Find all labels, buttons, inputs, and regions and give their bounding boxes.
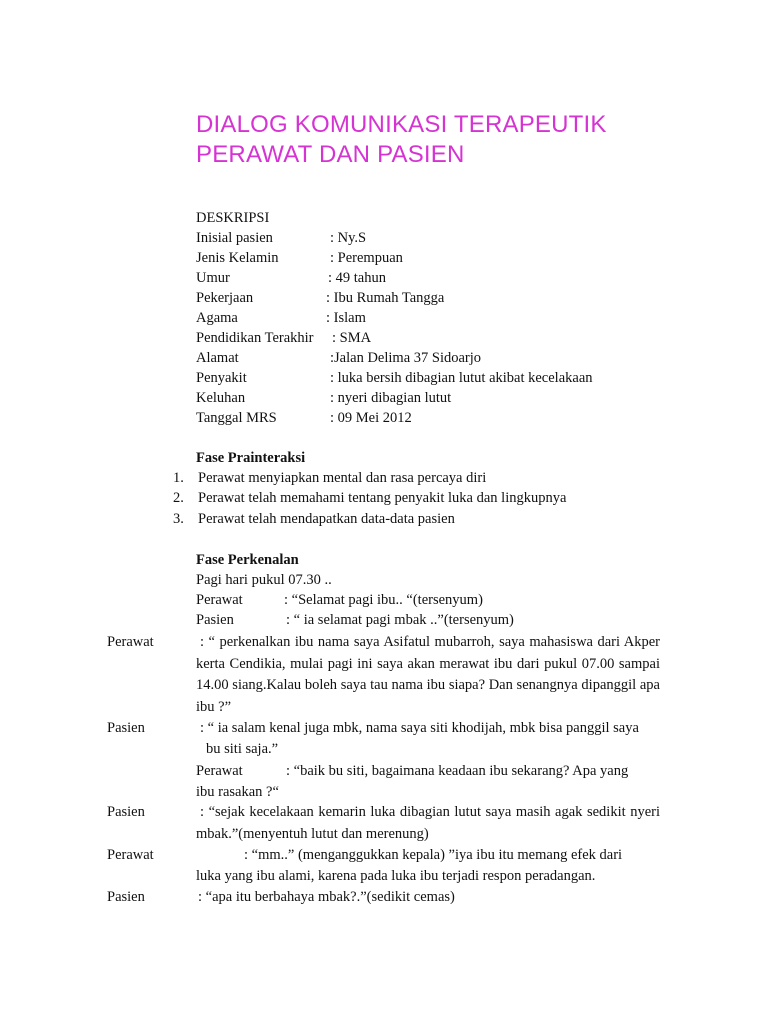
list-number: 3. (173, 511, 184, 527)
row-value: : SMA (332, 330, 372, 346)
row-value: : Ibu Rumah Tangga (326, 290, 445, 306)
dialog-text: : “sejak kecelakaan kemarin luka dibagian lutut saya masih agak sedikit nyeri mbak.”(menyentuh lutut dan merenung) (196, 804, 660, 842)
dialog-text: ibu rasakan ?“ (196, 784, 279, 800)
row-value: : Perempuan (330, 250, 403, 266)
dialog-text: : “Selamat pagi ibu.. “(tersenyum) (284, 592, 483, 608)
document-title (196, 110, 607, 170)
dialog-text: : “ perkenalkan ibu nama saya Asifatul mubarroh, saya mahasiswa dari Akper kerta Cendikia, mulai pagi ini saya akan merawat ibu dari pukul 07.00 sampai 14.00 siang.Kalau boleh saya tau nama ibu siapa? Dan senangnya dipanggil apa ibu ?” (196, 634, 660, 715)
dialog-text: : “apa itu berbahaya mbak?.”(sedikit cemas) (198, 889, 455, 905)
row-label: Umur (196, 270, 230, 286)
dialog-text: bu siti saja.” (206, 741, 279, 757)
row-label: Tanggal MRS (196, 410, 277, 426)
dialog-text: : “ ia selamat pagi mbak ..”(tersenyum) (286, 612, 514, 628)
row-value: :Jalan Delima 37 Sidoarjo (330, 350, 482, 366)
list-number: 2. (173, 490, 184, 506)
time-note: Pagi hari pukul 07.30 .. (196, 572, 332, 588)
row-label: Keluhan (196, 390, 246, 406)
title-line-2: PERAWAT DAN PASIEN (196, 141, 465, 168)
row-value: : nyeri dibagian lutut (330, 390, 452, 406)
deskripsi-heading: DESKRIPSI (196, 210, 270, 226)
list-item: Perawat menyiapkan mental dan rasa percaya diri (198, 470, 487, 486)
speaker-label: Pasien (107, 720, 145, 736)
dialog-text: : “ ia salam kenal juga mbk, nama saya siti khodijah, mbk bisa panggil saya (200, 720, 639, 736)
row-value: : 09 Mei 2012 (330, 410, 412, 426)
perkenalan-heading: Fase Perkenalan (196, 552, 299, 568)
row-value: : luka bersih dibagian lutut akibat kecelakaan (330, 370, 593, 386)
row-label: Agama (196, 310, 238, 326)
row-label: Penyakit (196, 370, 247, 386)
row-value: : Islam (326, 310, 366, 326)
title-line-1: DIALOG KOMUNIKASI TERAPEUTIK (196, 111, 607, 138)
row-label: Pekerjaan (196, 290, 254, 306)
list-item: Perawat telah memahami tentang penyakit luka dan lingkupnya (198, 490, 567, 506)
row-value: : 49 tahun (328, 270, 386, 286)
list-number: 1. (173, 470, 184, 486)
row-label: Inisial pasien (196, 230, 273, 246)
speaker-label: Pasien (107, 804, 145, 820)
dialog-text: : “mm..” (menganggukkan kepala) ”iya ibu itu memang efek dari (244, 847, 623, 863)
dialog-text: luka yang ibu alami, karena pada luka ibu terjadi respon peradangan. (196, 868, 596, 884)
dialog-text: : “baik bu siti, bagaimana keadaan ibu sekarang? Apa yang (286, 763, 629, 779)
speaker-label: Perawat (196, 763, 243, 779)
prainteraksi-heading: Fase Prainteraksi (196, 450, 306, 466)
speaker-label: Perawat (107, 847, 154, 863)
speaker-label: Pasien (107, 889, 145, 905)
speaker-label: Perawat (107, 634, 154, 650)
speaker-label: Perawat (196, 592, 243, 608)
speaker-label: Pasien (196, 612, 234, 628)
row-label: Jenis Kelamin (196, 250, 279, 266)
row-value: : Ny.S (330, 230, 367, 246)
row-label: Alamat (196, 350, 239, 366)
row-label: Pendidikan Terakhir (196, 330, 314, 346)
list-item: Perawat telah mendapatkan data-data pasien (198, 511, 455, 527)
